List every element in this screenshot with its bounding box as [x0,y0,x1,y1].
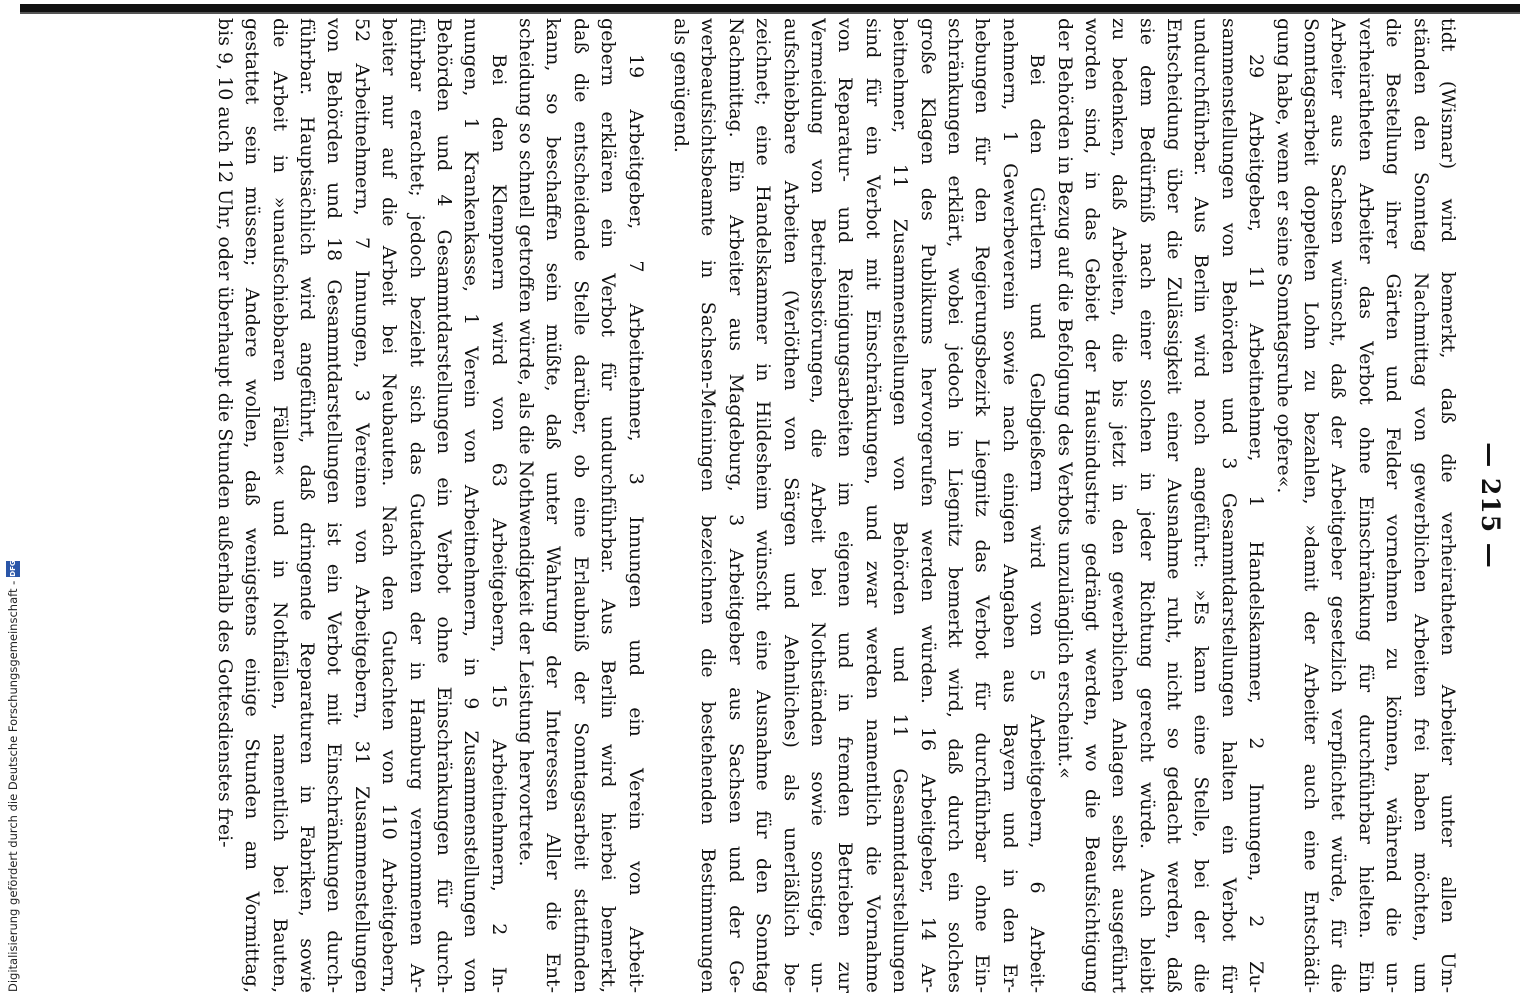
rotated-page [155,18,1505,993]
text-line: als genügend. [670,18,693,153]
text-line: worden sind, in das Gebiet der Hausindustrie gedrängt werden, wo die Beaufsichtigung [1080,18,1103,993]
text-line: aufschiebbare Arbeiten (Verlöthen von Särgen und Aehnliches) als unerläßlich be- [779,18,802,993]
text-line: gung habe, wenn er seine Sonntagsruhe opfere«. [1272,18,1295,494]
paragraph-gap [649,18,667,993]
text-line: zeichnet; eine Handelskammer in Hildesheim wünscht eine Ausnahme für den Sonntag [752,18,775,993]
text-line: 29 Arbeitgeber, 11 Arbeitnehmer, 1 Handelskammer, 2 Innungen, 2 Zu- [1245,54,1268,993]
text-line: ständen den Sonntag Nachmittag von gewerblichen Arbeiten frei haben möchten, um [1409,18,1432,993]
text-line: gebern erklären ein Verbot für undurchführbar. Aus Berlin wird hierbei bemerkt, [597,18,620,993]
text-line: Bei den Klempnern wird von 63 Arbeitgebern, 15 Arbeitnehmern, 2 In- [487,54,510,993]
digitization-credit [4,472,22,992]
text-line: der Behörden in Bezug auf die Befolgung des Verbots unzulänglich erscheint.« [1053,18,1076,779]
text-line: sammenstellungen von Behörden und 3 Gesammtdarstellungen halten ein Verbot für [1217,18,1240,993]
text-line: beiter nur auf die Arbeit bei Neubauten. Nach den Gutachten von 110 Arbeitgebern, [378,18,401,993]
text-line: werbeaufsichtsbeamte in Sachsen-Meiningen bezeichnen die bestehenden Bestimmungen [697,18,720,993]
text-line: 19 Arbeitgeber, 7 Arbeitnehmer, 3 Innungen und ein Verein von Arbeit- [624,54,647,993]
text-line: Sonntagsarbeit doppelten Lohn zu bezahlen, »damit der Arbeiter auch eine Entschädi- [1300,18,1323,993]
text-line: zu bedenken, daß Arbeiten, die bis jetzt in den gewerblichen Anlagen selbst ausgeführt [1108,18,1131,993]
text-line: die Arbeit in »unaufschiebbaren Fällen« und in Nothfällen, namentlich bei Bauten, [268,18,291,993]
scan-edge-shadow [20,12,1520,14]
text-line: beitnehmer, 11 Zusammenstellungen von Behörden und 11 Gesammtdarstellungen [889,18,912,993]
text-line: nungen, 1 Krankenkasse, 1 Verein von Arbeitnehmern, in 9 Zusammenstellungen von [460,18,483,993]
text-line: die Bestellung ihrer Gärten und Felder vornehmen zu können, während die un- [1382,18,1405,993]
text-line: große Klagen des Publikums hervorgerufen werden würden. 16 Arbeitgeber, 14 Ar- [916,18,939,993]
text-line: sie dem Bedürfniß nach einer solchen in jeder Richtung gerecht würde. Auch bleibt [1135,18,1158,993]
text-line: nehmern, 1 Gewerbeverein sowie nach einigen Angaben aus Bayern und in den Er- [998,18,1021,993]
text-line: hebungen für den Regierungsbezirk Liegnitz das Verbot für durchführbar ohne Ein- [971,18,994,993]
text-line: scheidung so schnell getroffen würde, als die Nothwendigkeit der Leistung hervortrete. [515,18,538,867]
text-line: von Behörden und 18 Gesammtdarstellungen ist ein Verbot mit Einschränkungen durch- [323,18,346,993]
dfg-logo-icon: DFG [6,561,20,577]
text-line: 52 Arbeitnehmern, 7 Innungen, 3 Vereinen von Arbeitgebern, 31 Zusammenstellungen [350,18,373,993]
credit-text: Digitalisierung gefördert durch die Deutsche Forschungsgemeinschaft - [6,580,20,992]
text-line: Vermeidung von Betriebsstörungen, die Arbeit bei Nothständen sowie sonstige, un- [807,18,830,993]
text-line: undurchführbar. Aus Berlin wird noch angeführt: »Es kann eine Stelle, bei der die [1190,18,1213,993]
text-line: führbar erachtet; jedoch bezieht sich das Gutachten der in Hamburg vernommenen Ar- [405,18,428,993]
text-line: Nachmittag. Ein Arbeiter aus Magdeburg, 3 Arbeitgeber aus Sachsen und der Ge- [724,18,747,993]
text-line: von Reparatur- und Reinigungsarbeiten im eigenen und in fremden Betrieben zur [834,18,857,993]
page-body [210,18,1461,993]
scan-edge-top [20,4,1520,12]
text-line: tidt (Wismar) wird bemerkt, daß die verheiratheten Arbeiter unter allen Um- [1437,18,1459,993]
text-line: Entscheidung über die Zulässigkeit einer Ausnahme ruht, nicht so gedacht werden, daß [1163,18,1186,993]
text-line: verheiratheten Arbeiter das Verbot ohne Einschränkung für durchführbar hielten. Ein [1354,18,1377,993]
text-line: schränkungen erklärt, wobei jedoch in Liegnitz bemerkt wird, daß durch ein solches [943,18,966,993]
text-line: Behörden und 4 Gesammtdarstellungen ein Verbot ohne Einschränkungen für durch- [432,18,455,993]
text-line: kann, so beschaffen sein müßte, daß unter Wahrung der Interessen Aller die Ent- [542,18,565,993]
page-number: — 215 — [1476,442,1505,569]
text-line: gestattet sein müssen; Andere wollen, daß wenigstens einige Stunden am Vormittag, [241,18,264,993]
text-line: sind für ein Verbot mit Einschränkungen, und zwar werden namentlich die Vornahme [861,18,884,993]
text-line: führbar. Hauptsächlich wird angeführt, daß dringende Reparaturen in Fabriken, sowie [295,18,318,993]
text-line: daß die entscheidende Stelle darüber, ob eine Erlaubniß der Sonntagsarbeit stattfinden [569,18,592,993]
text-line: Bei den Gürtlern und Gelbgießern wird von 5 Arbeitgebern, 6 Arbeit- [1026,54,1049,993]
text-line: bis 9, 10 auch 12 Uhr, oder überhaupt die Stunden außerhalb des Gottesdienstes frei- [213,18,236,848]
text-line: Arbeiter aus Sachsen wünscht, daß der Arbeitgeber gesetzlich verpflichtet würde, für die [1327,18,1350,993]
